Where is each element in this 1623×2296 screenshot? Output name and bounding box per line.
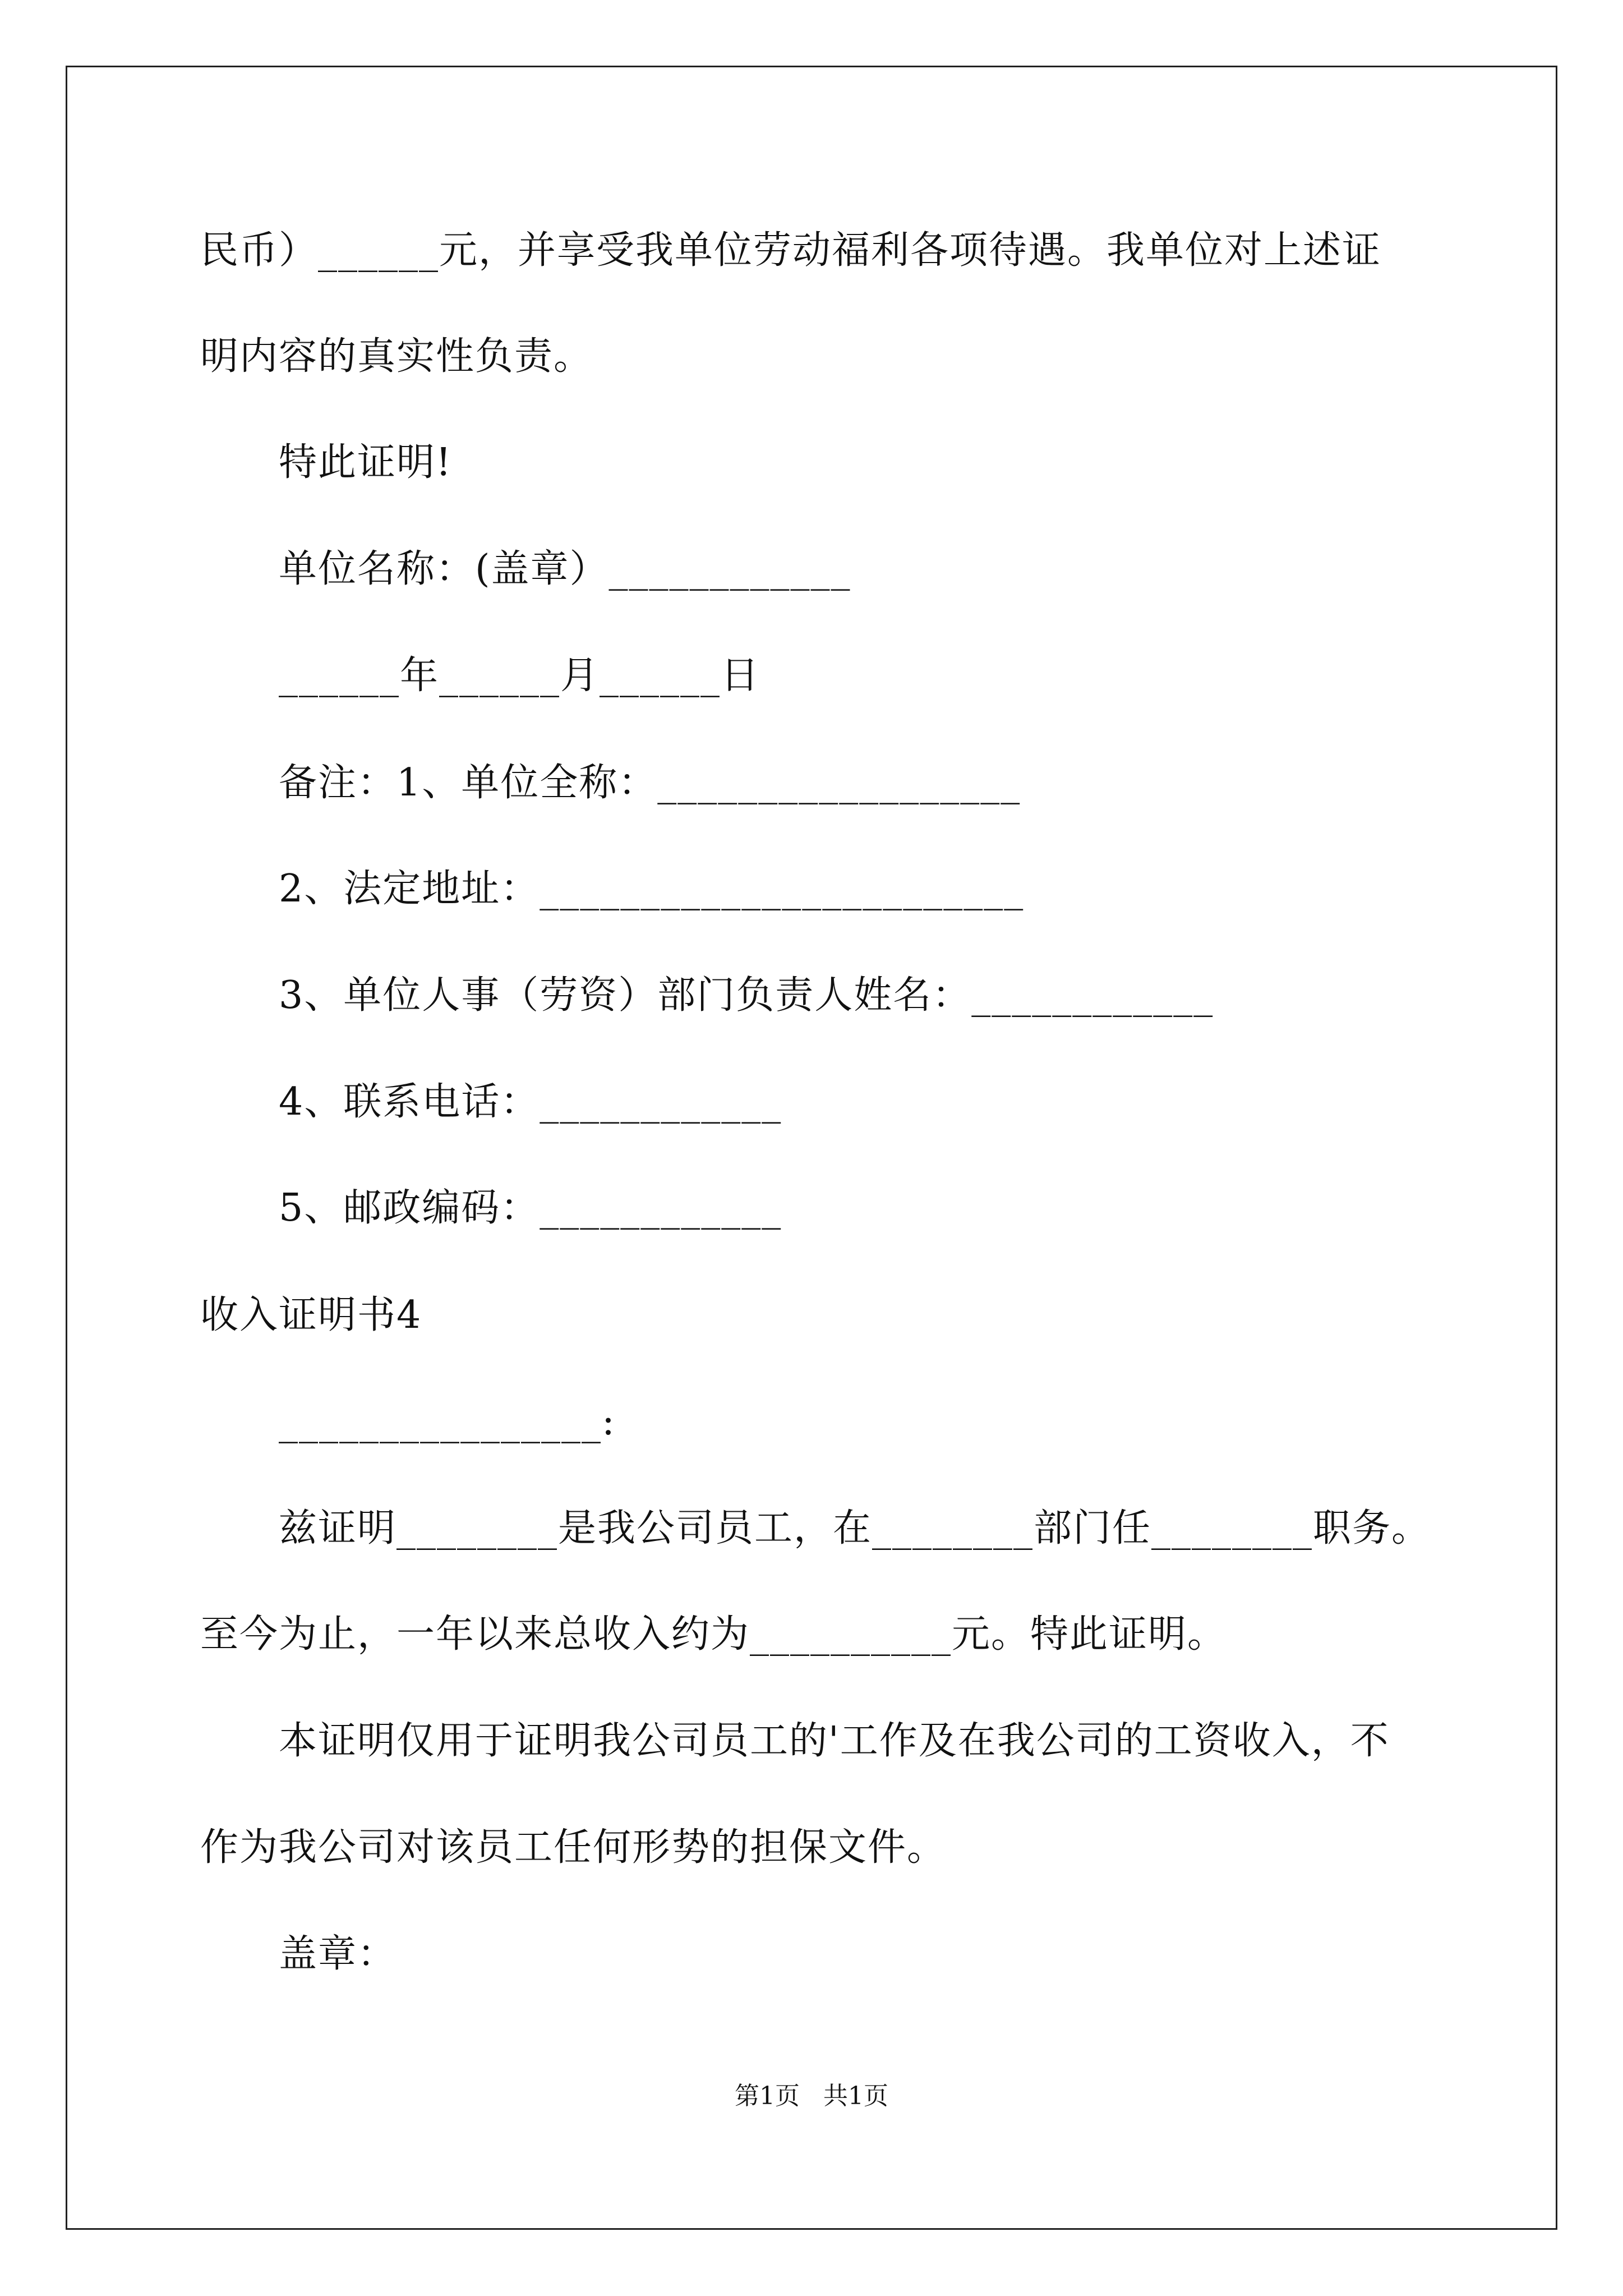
employee-statement-2: 至今为止，一年以来总收入约为__________元。特此证明。 <box>200 1612 1227 1657</box>
note-unit-full-name: 备注：1、单位全称：__________________ <box>279 761 1021 805</box>
usage-statement-2: 作为我公司对该员工任何形势的担保文件。 <box>200 1825 947 1870</box>
date-line: ______年______月______日 <box>279 654 760 698</box>
note-hr-contact-name: 3、单位人事（劳资）部门负责人姓名：____________ <box>279 973 1214 1018</box>
seal-label: 盖章： <box>279 1932 397 1976</box>
page-border <box>66 66 1557 2230</box>
note-phone: 4、联系电话：____________ <box>279 1080 782 1124</box>
addressee-line: ________________: <box>279 1400 616 1444</box>
body-text-line-2: 明内容的真实性负责。 <box>200 334 593 379</box>
section-heading: 收入证明书4 <box>200 1293 422 1337</box>
page-footer: 第1页 共1页 <box>735 2082 888 2110</box>
employee-statement-1: 兹证明________是我公司员工，在________部门任________职务。 <box>279 1506 1431 1550</box>
certify-statement: 特此证明! <box>279 440 453 485</box>
unit-name-seal-line: 单位名称：(盖章）____________ <box>279 547 851 591</box>
note-postal-code: 5、邮政编码：____________ <box>279 1186 782 1230</box>
usage-statement-1: 本证明仅用于证明我公司员工的'工作及在我公司的工资收入，不 <box>279 1719 1390 1763</box>
note-legal-address: 2、法定地址：________________________ <box>279 867 1025 911</box>
body-text-line-1: 民币）______元，并享受我单位劳动福利各项待遇。我单位对上述证 <box>200 228 1382 273</box>
